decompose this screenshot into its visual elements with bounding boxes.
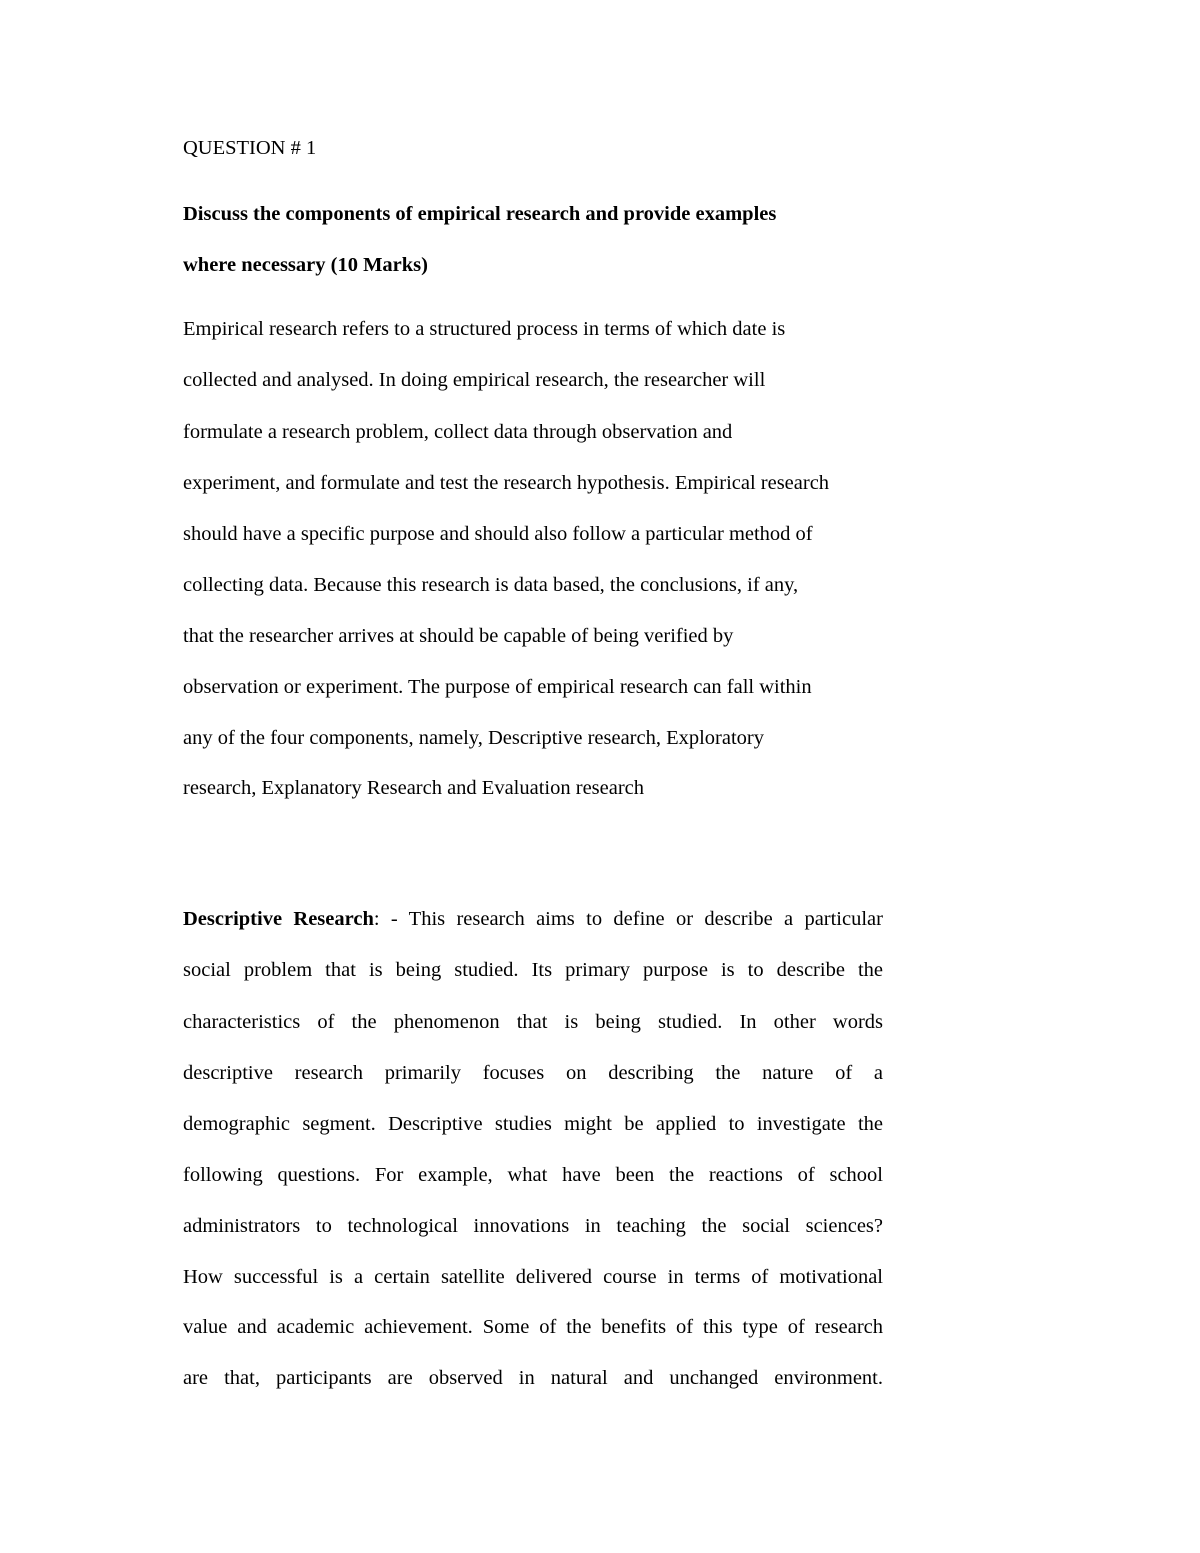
intro-line-3: formulate a research problem, collect data through observation and: [183, 421, 733, 443]
question-heading: QUESTION # 1: [183, 137, 317, 159]
intro-line-2: collected and analysed. In doing empirical research, the researcher will: [183, 369, 766, 391]
intro-line-9: any of the four components, namely, Descriptive research, Exploratory: [183, 727, 765, 749]
intro-line-6: collecting data. Because this research is data based, the conclusions, if any,: [183, 574, 799, 596]
descriptive-line-6: following questions. For example, what have been the reactions of school: [183, 1164, 883, 1186]
descriptive-line-9: value and academic achievement. Some of the benefits of this type of research: [183, 1316, 883, 1338]
intro-line-1: Empirical research refers to a structured process in terms of which date is: [183, 318, 786, 340]
intro-line-5: should have a specific purpose and should also follow a particular method of: [183, 523, 813, 545]
intro-line-4: experiment, and formulate and test the research hypothesis. Empirical research: [183, 472, 830, 494]
intro-line-7: that the researcher arrives at should be capable of being verified by: [183, 625, 734, 647]
descriptive-line-8: How successful is a certain satellite delivered course in terms of motivational: [183, 1266, 883, 1288]
descriptive-line-4: descriptive research primarily focuses on describing the nature of a: [183, 1062, 883, 1084]
prompt-line-2: where necessary (10 Marks): [183, 254, 428, 276]
intro-line-10: research, Explanatory Research and Evaluation research: [183, 777, 645, 799]
prompt-line-1: Discuss the components of empirical research and provide examples: [183, 203, 777, 225]
descriptive-line-5: demographic segment. Descriptive studies might be applied to investigate the: [183, 1113, 883, 1135]
intro-line-8: observation or experiment. The purpose of empirical research can fall within: [183, 676, 812, 698]
descriptive-line-1-rest: : - This research aims to define or describe a particular: [373, 908, 883, 930]
descriptive-term: Descriptive Research: [183, 908, 374, 930]
descriptive-line-3: characteristics of the phenomenon that is being studied. In other words: [183, 1011, 883, 1033]
descriptive-line-2: social problem that is being studied. Its primary purpose is to describe the: [183, 959, 883, 981]
descriptive-line-10: are that, participants are observed in natural and unchanged environment.: [183, 1367, 883, 1389]
descriptive-line-7: administrators to technological innovations in teaching the social sciences?: [183, 1215, 883, 1237]
descriptive-line-1: [183, 907, 883, 931]
